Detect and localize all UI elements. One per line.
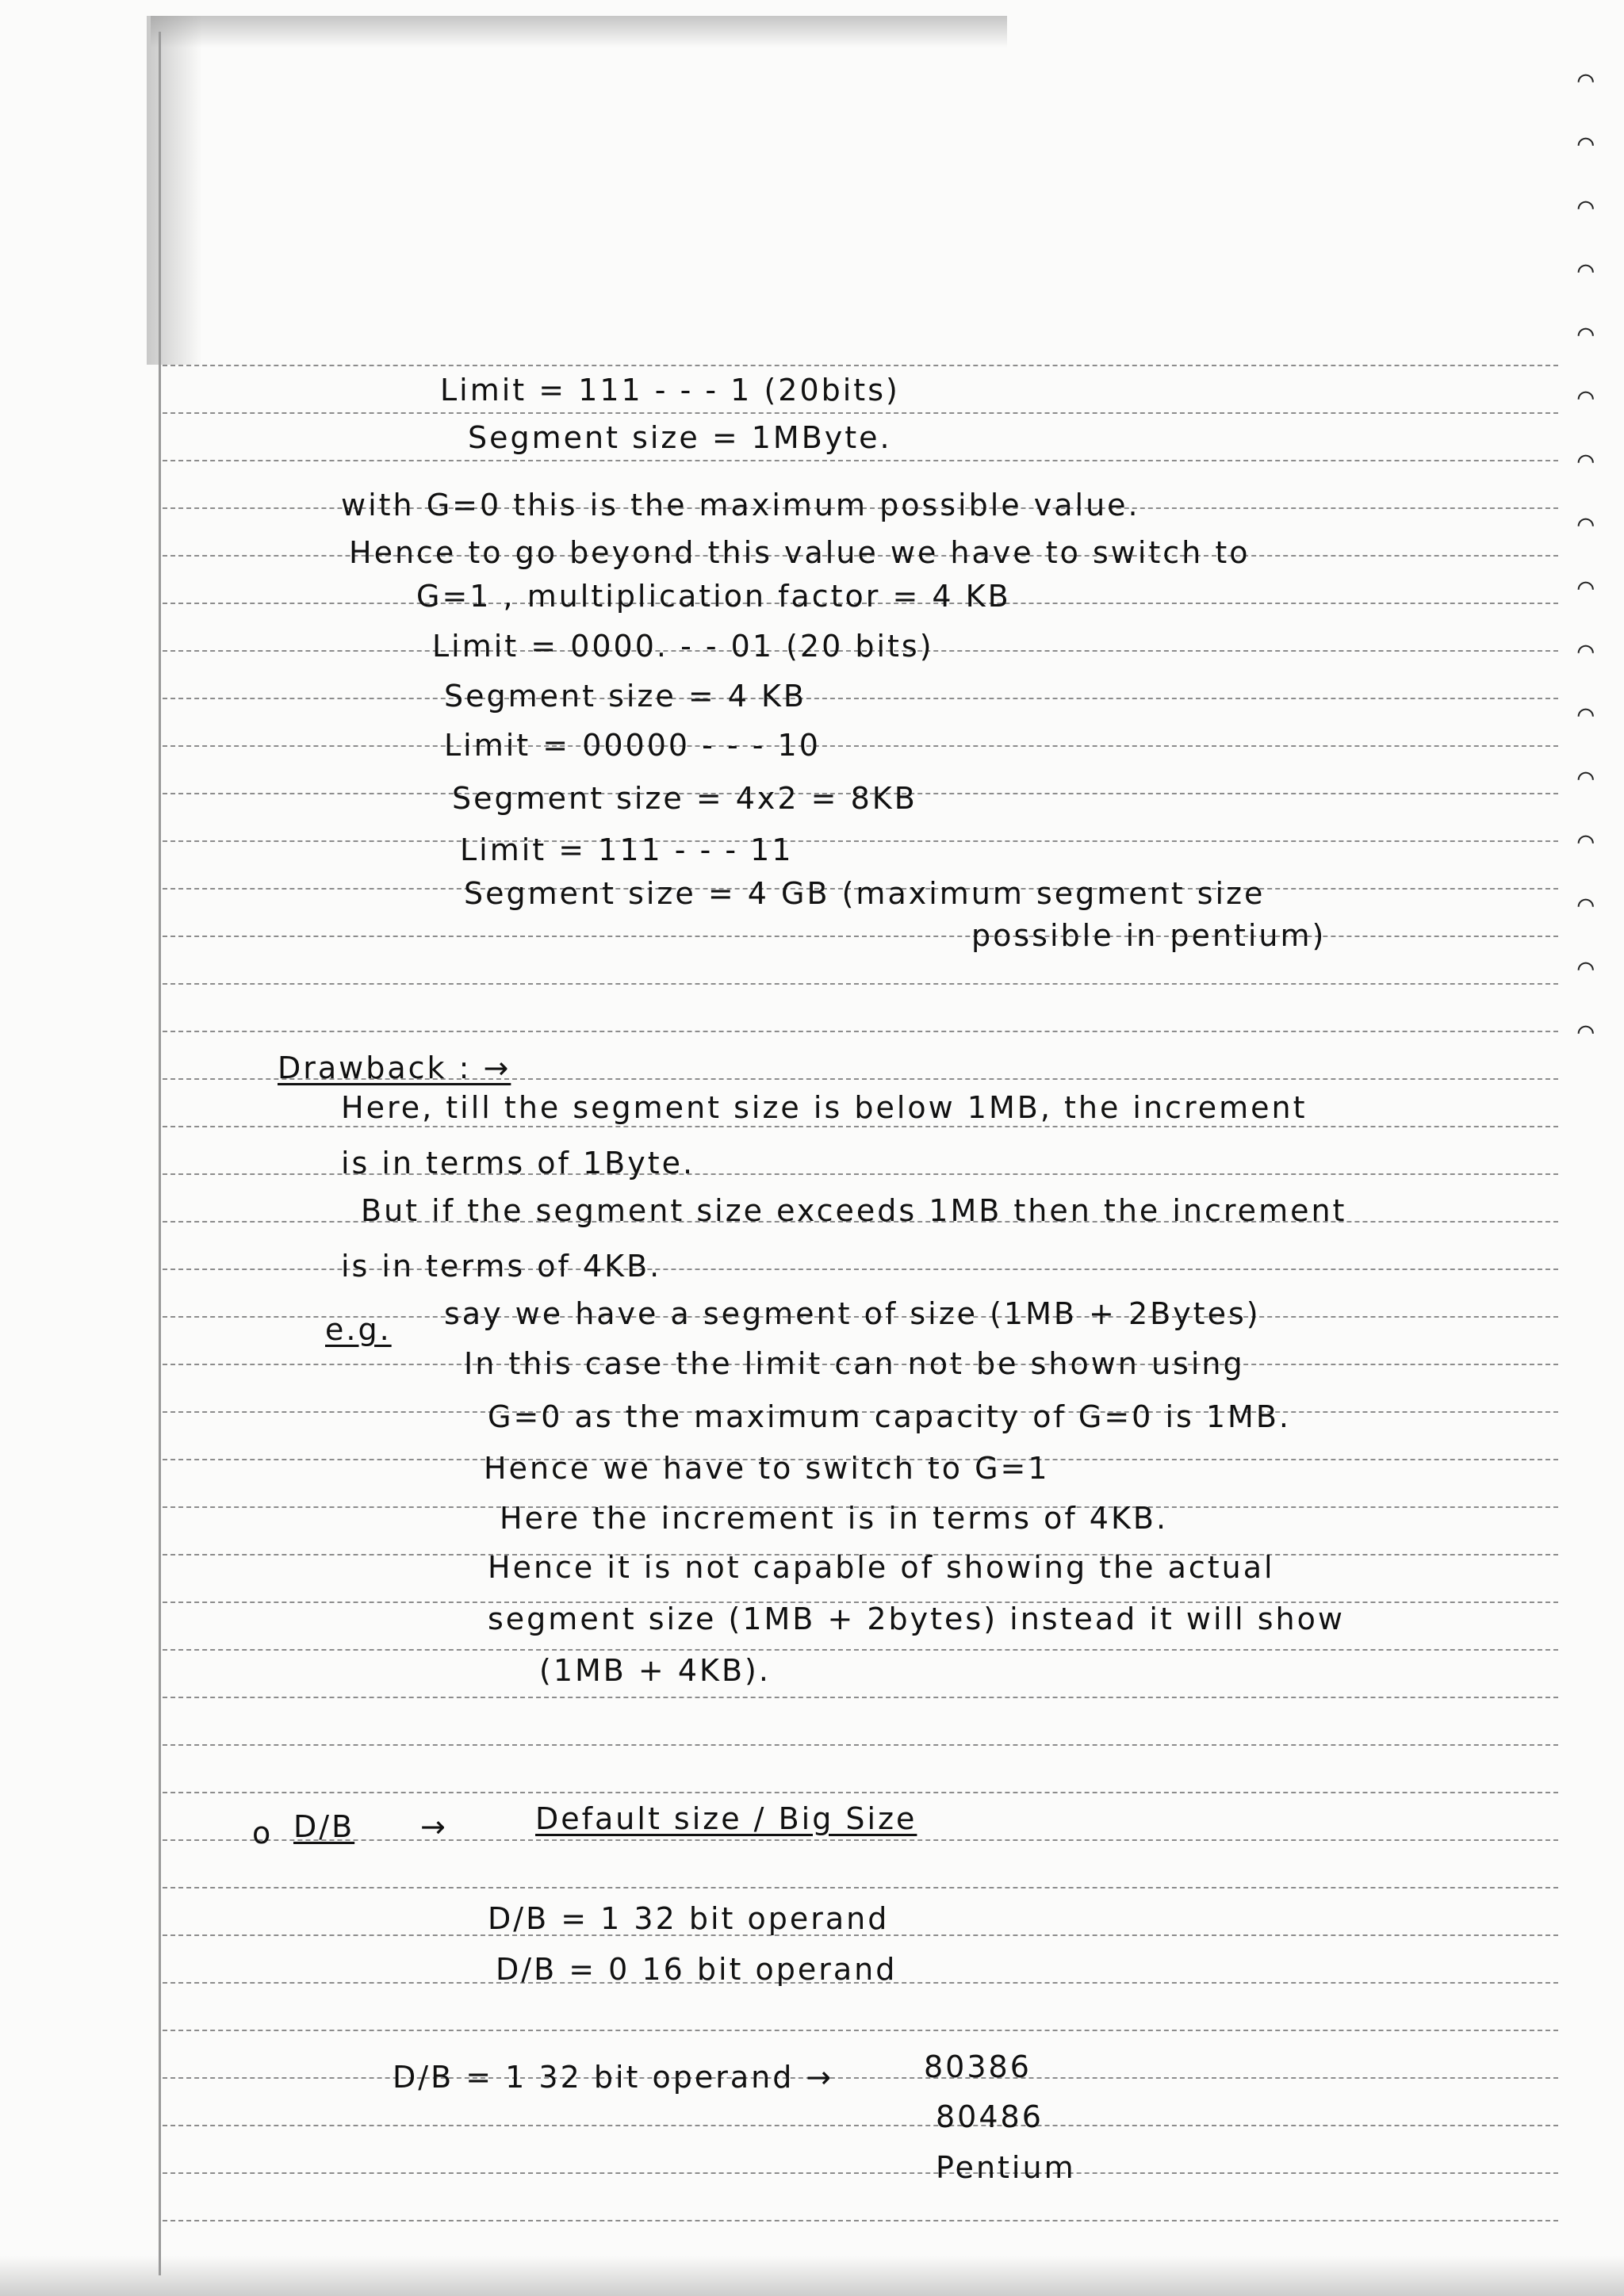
note-segment-size-1: Segment size = 1MByte. [468, 420, 892, 455]
drawback-heading: Drawback : → [278, 1050, 511, 1085]
spiral-mark: ⌒ [1577, 951, 1594, 983]
ruled-line [163, 1126, 1558, 1127]
ruled-line [163, 2030, 1558, 2031]
ruled-line [163, 745, 1558, 747]
ruled-line [163, 2220, 1558, 2221]
ruled-line [163, 365, 1558, 366]
db-arrow: → [420, 1809, 448, 1844]
spiral-mark: ⌒ [1577, 698, 1594, 729]
spiral-mark: ⌒ [1577, 761, 1594, 793]
spiral-mark: ⌒ [1577, 507, 1594, 539]
ruled-line [163, 1792, 1558, 1793]
db-flag-label: D/B [293, 1809, 355, 1844]
note-segment-size-4: Segment size = 4 GB (maximum segment size [464, 876, 1266, 911]
drawback-line-9: Here the increment is in terms of 4KB. [500, 1501, 1169, 1536]
ruled-line [163, 1697, 1558, 1698]
spiral-mark: ⌒ [1577, 634, 1594, 666]
spiral-mark: ⌒ [1577, 381, 1594, 412]
note-limit-3: Limit = 00000 - - - 10 [444, 728, 821, 763]
drawback-line-8: Hence we have to switch to G=1 [484, 1451, 1050, 1486]
scan-shadow-top [151, 16, 1007, 48]
ruled-line [163, 1839, 1558, 1841]
ruled-line [163, 1744, 1558, 1746]
note-pentium-max: possible in pentium) [971, 918, 1327, 953]
ruled-line [163, 2077, 1558, 2079]
spiral-mark: ⌒ [1577, 190, 1594, 222]
drawback-line-6: In this case the limit can not be shown using [464, 1346, 1245, 1381]
note-g1-factor: G=1 , multiplication factor = 4 KB [416, 579, 1011, 614]
scan-shadow-left [147, 16, 202, 365]
ruled-line [163, 2125, 1558, 2126]
spiral-mark: ⌒ [1577, 1015, 1594, 1047]
drawback-line-4: is in terms of 4KB. [341, 1249, 662, 1284]
spiral-mark: ⌒ [1577, 825, 1594, 856]
note-limit-2: Limit = 0000. - - 01 (20 bits) [432, 629, 934, 664]
ruled-line [163, 983, 1558, 985]
drawback-line-11: segment size (1MB + 2bytes) instead it will show [488, 1601, 1345, 1636]
db-line-1: D/B = 1 32 bit operand [488, 1901, 890, 1936]
processor-80486: 80486 [936, 2099, 1044, 2134]
drawback-line-3: But if the segment size exceeds 1MB then the increment [361, 1193, 1347, 1228]
db-line-3: D/B = 1 32 bit operand → [393, 2060, 834, 2095]
note-segment-size-2: Segment size = 4 KB [444, 679, 807, 714]
drawback-line-7: G=0 as the maximum capacity of G=0 is 1MB. [488, 1399, 1291, 1434]
margin-line [159, 32, 161, 2275]
ruled-line [163, 412, 1558, 414]
drawback-line-2: is in terms of 1Byte. [341, 1146, 695, 1181]
drawback-line-10: Hence it is not capable of showing the actual [488, 1550, 1275, 1585]
ruled-line [163, 840, 1558, 842]
ruled-line [163, 2172, 1558, 2174]
spiral-mark: ⌒ [1577, 571, 1594, 603]
example-label: e.g. [325, 1312, 392, 1347]
note-hence-switch: Hence to go beyond this value we have to switch to [349, 535, 1251, 570]
note-g0-max: with G=0 this is the maximum possible value. [341, 488, 1140, 522]
spiral-mark: ⌒ [1577, 63, 1594, 95]
db-flag-meaning: Default size / Big Size [535, 1801, 917, 1836]
drawback-line-5: say we have a segment of size (1MB + 2Bytes) [444, 1296, 1261, 1331]
spiral-mark: ⌒ [1577, 444, 1594, 476]
ruled-line [163, 698, 1558, 699]
db-line-2: D/B = 0 16 bit operand [496, 1952, 898, 1987]
scan-shadow-bottom [0, 2256, 1624, 2296]
drawback-line-1: Here, till the segment size is below 1MB, the increment [341, 1090, 1308, 1125]
note-segment-size-3: Segment size = 4x2 = 8KB [452, 781, 917, 816]
spiral-mark: ⌒ [1577, 127, 1594, 159]
ruled-line [163, 936, 1558, 937]
processor-80386: 80386 [924, 2049, 1032, 2084]
ruled-line [163, 1031, 1558, 1032]
ruled-line [163, 1887, 1558, 1888]
spiral-mark: ⌒ [1577, 254, 1594, 285]
ruled-line [163, 1649, 1558, 1651]
spiral-mark: ⌒ [1577, 888, 1594, 920]
note-limit-4: Limit = 111 - - - 11 [460, 832, 794, 867]
spiral-mark: ⌒ [1577, 317, 1594, 349]
drawback-line-12: (1MB + 4KB). [539, 1653, 771, 1688]
processor-pentium: Pentium [936, 2150, 1076, 2185]
bullet-point: o [252, 1816, 274, 1850]
note-limit-1: Limit = 111 - - - 1 (20bits) [440, 373, 900, 408]
ruled-line [163, 460, 1558, 461]
